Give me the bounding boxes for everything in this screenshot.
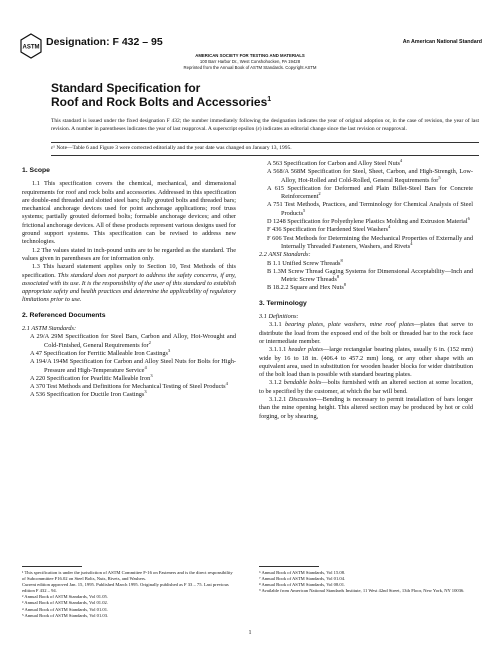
reference-item: A 751 Test Methods, Practices, and Terminology for Chemical Analysis of Steel Products$^5$: [267, 201, 473, 217]
designation-intro: This standard is issued under the fixed designation F 432; the number immediately following the designation indicates the year of original adoption or, in the case of revision, the year of last revision. A number in parentheses indicates the year of last reapproval. A superscript epsilon (ε) indicates an editorial change since the last revision or reapproval.: [51, 118, 479, 132]
paragraph-1-2: 1.2 The values stated in inch-pound units are to be regarded as the standard. The values given in parentheses are for information only.: [22, 246, 236, 262]
reference-item: A 536 Specification for Ductile Iron Castings$^3$: [30, 389, 147, 399]
paragraph-1-3: 1.3 This hazard statement applies only to Section 10, Test Methods of this specification. This standard does not purport to address the safety concerns, if any, associated with its use. It is the responsibility of the user of this standard to establish appropriate safety and health practices and determine the applicability of regulatory limitations prior to use.: [22, 263, 237, 304]
definition-3-1-2: 3.1.2 bendable bolts—bolts furnished with an altered section at some location, to be specified by the customer, at which the bar will bend.: [259, 379, 474, 395]
title-line-2: Roof and Rock Bolts and Accessories$^1$: [51, 95, 272, 109]
footnote: ⁷ Annual Book of ASTM Standards, Vol 01.04.: [259, 576, 346, 582]
reference-item: F 606 Test Methods for Determining the Mechanical Properties of Externally and Internally Threaded Fasteners, Washers, and Rivets$^4$: [267, 234, 473, 250]
right-column: [259, 157, 474, 421]
footnote: ³ Annual Book of ASTM Standards, Vol 01.02.: [22, 600, 108, 606]
footnote: ⁵ Annual Book of ASTM Standards, Vol 01.03.: [22, 612, 109, 618]
title-line-1: Standard Specification for: [51, 81, 201, 95]
subsection-ansi-standards: 2.2 ANSI Standards:: [259, 251, 311, 259]
designation: Designation: F 432 – 95: [46, 36, 163, 48]
section-heading-scope: 1. Scope: [22, 167, 50, 174]
section-heading-referenced-documents: 2. Referenced Documents: [22, 311, 106, 319]
reference-item: A 563 Specification for Carbon and Alloy Steel Nuts$^4$: [267, 157, 403, 167]
footnote: ⁹ Available from American National Standards Institute, 11 West 42nd Street, 13th Floor, New York, NY 10036.: [259, 588, 465, 594]
footnotes-right: [259, 570, 473, 594]
publisher-line: 100 Barr Harbor Dr., West Conshohocken, PA 19428: [199, 59, 301, 64]
reference-item: A 47 Specification for Ferritic Malleable Iron Castings$^3$: [30, 347, 171, 357]
reference-item: A 194/A 194M Specification for Carbon and Alloy Steel Nuts for Bolts for High-Pressure and High-Temperature Service$^4$: [30, 358, 236, 374]
reference-item: B 18.2.2 Square and Hex Nuts$^8$: [267, 282, 347, 292]
publisher-line: AMERICAN SOCIETY FOR TESTING AND MATERIALS: [195, 53, 305, 58]
footnote: ² Annual Book of ASTM Standards, Vol 01.05.: [22, 594, 108, 600]
page-number: 1: [248, 630, 252, 636]
reference-item: D 1248 Specification for Polyethylene Plastics Molding and Extrusion Material$^6$: [267, 215, 470, 226]
subsection-astm-standards: 2.1 ASTM Standards:: [22, 325, 77, 333]
section-heading-terminology: 3. Terminology: [259, 299, 307, 307]
document-title: [51, 81, 271, 109]
footnote: Current edition approved Jan. 15, 1995. Published March 1995. Originally published as F 33 – 75. Last previous edition F 432 – 94.: [22, 582, 229, 594]
reference-item: B 1.3M Screw Thread Gaging Systems for Dimensional Acceptability—Inch and Metric Screw Threads$^8$: [267, 267, 473, 284]
publisher-line: Reprinted from the Annual Book of ASTM Standards. Copyright ASTM: [183, 65, 317, 70]
footnote: ⁶ Annual Book of ASTM Standards, Vol 15.08.: [259, 570, 346, 575]
reference-item: A 615 Specification for Deformed and Plain Billet-Steel Bars for Concrete Reinforcement$^2$: [267, 184, 473, 201]
footnote: ⁸ Annual Book of ASTM Standards, Vol 08.01.: [259, 582, 346, 588]
reference-item: B 1.1 Unified Screw Threads$^8$: [267, 257, 343, 267]
left-column: [22, 160, 236, 400]
divider: [51, 142, 479, 143]
discussion-3-1-2-1: 3.1.2.1 Discussion—Bending is necessary to permit installation of bars longer than the mine opening height. This altered section may be produced by hot or cold forging, or by shearing,: [259, 396, 474, 420]
svg-text:ASTM: ASTM: [22, 44, 40, 51]
definition-3-1-1-1: 3.1.1.1 header plates—large rectangular bearing plates, usually 6 in. (152 mm) wide by 16 to 18 in. (406.4 to 457.2 mm) long, or any other shape with an equivalent area, used in substitution for wooden header blocks for wider distribution of the bolt load than is possible with standard bearing plates.: [259, 346, 473, 379]
reference-item: F 436 Specification for Hardened Steel Washers$^4$: [267, 224, 391, 234]
footnote-divider: [22, 566, 82, 567]
subsection-definitions: 3.1 Definitions:: [259, 313, 299, 321]
reference-item: A 220 Specification for Pearlitic Malleable Iron$^3$: [30, 372, 153, 382]
paragraph-1-1: 1.1 This specification covers the chemical, mechanical, and dimensional requirements for roof and rock bolts and accessories. Addressed in this specification are double-end threaded and slotted steel bars; fully grouted bolts and threaded bars; mechanical anchorage devices used for point anchorage applications; roof truss systems; partially grouted deformed bolts; formable anchorage devices; and other frictional anchorage devices. All of these products represent various designs used for ground support systems. This specification can be revised to address new technologies.: [22, 180, 236, 246]
footnote-divider: [259, 566, 319, 567]
reference-item: A 29/A 29M Specification for Steel Bars, Carbon and Alloy, Hot-Wrought and Cold-Finished, General Requirements for$^2$: [30, 333, 236, 349]
national-standard-label: An American National Standard: [402, 39, 482, 45]
reference-item: A 568/A 568M Specification for Steel, Sheet, Carbon, and High-Strength, Low-Alloy, Hot-Rolled and Cold-Rolled, General Requirements for$^5$: [267, 168, 473, 184]
divider: [51, 155, 479, 156]
definition-3-1-1: 3.1.1 bearing plates, plate washers, mine roof plates—plates that serve to distribute the load from the exposed end of the bolt or threaded bar to the rock face or intermediate member.: [259, 321, 473, 345]
reference-item: A 370 Test Methods and Definitions for Mechanical Testing of Steel Products$^4$: [30, 381, 228, 391]
footnote: ⁴ Annual Book of ASTM Standards, Vol 01.01.: [22, 606, 109, 612]
footnotes-left: [22, 570, 236, 619]
epsilon-note: ε¹ Note—Table 6 and Figure 3 were corrected editorially and the year date was changed on January 13, 1995.: [51, 145, 292, 151]
publisher-block: [0, 53, 500, 71]
footnote: ¹ This specification is under the jurisdiction of ASTM Committee F-16 on Fasteners and is the direct responsibility of Subcommittee F16.02 on Steel Bolts, Nuts, Rivets, and Washers.: [22, 570, 233, 582]
